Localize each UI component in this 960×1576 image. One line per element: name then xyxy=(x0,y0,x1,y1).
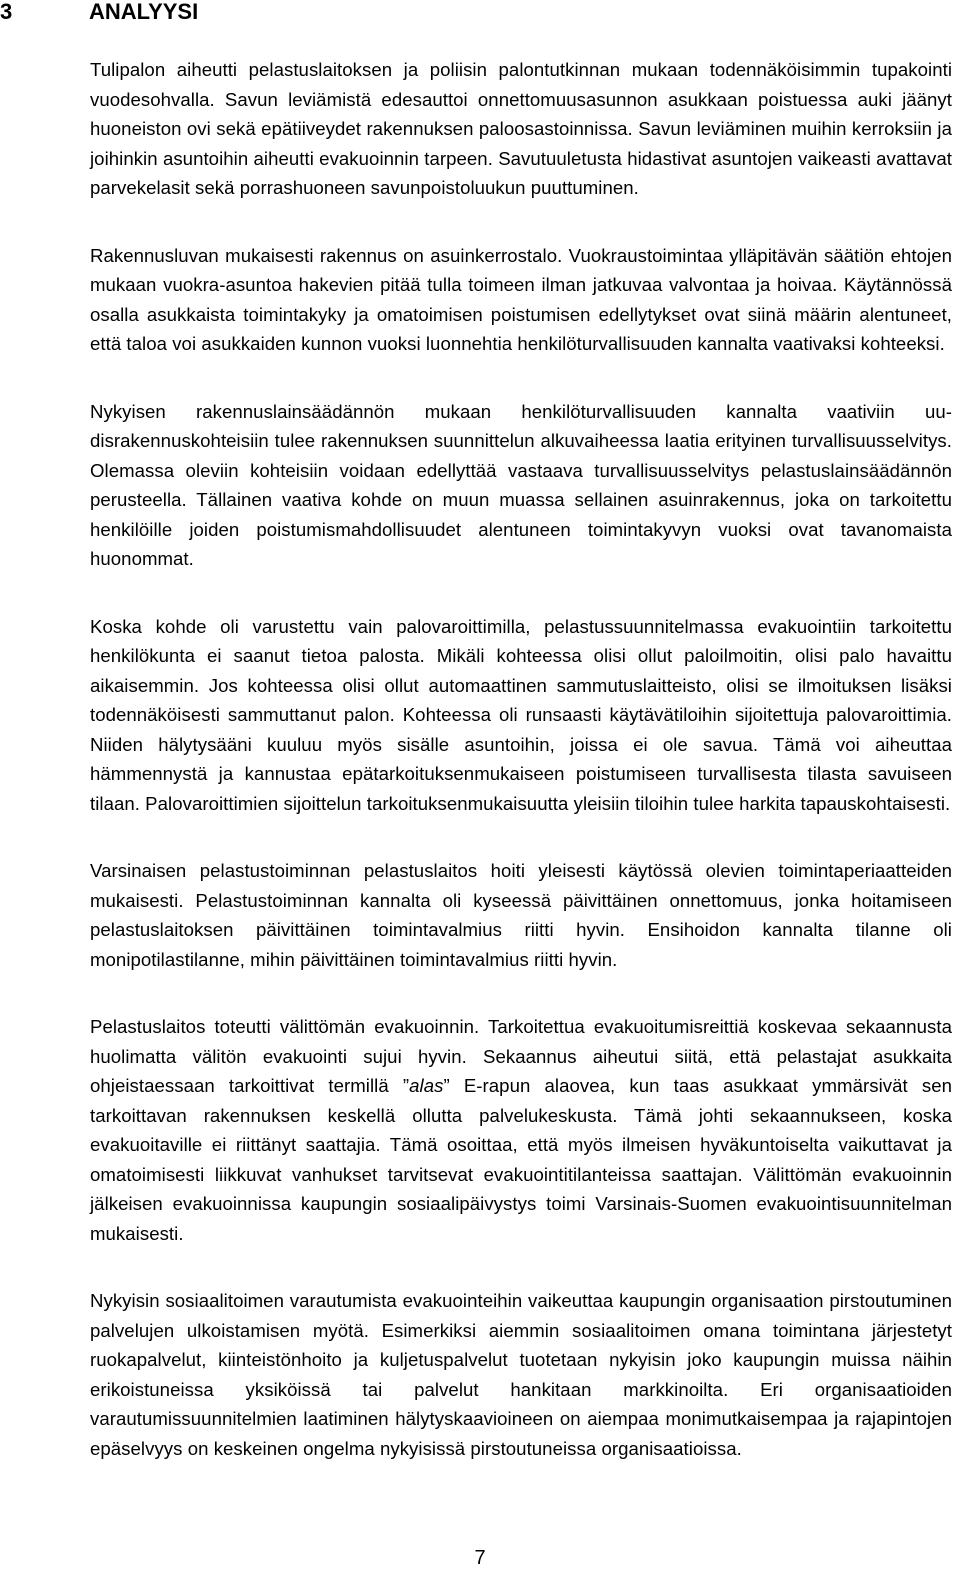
section-title: ANALYYSI xyxy=(89,0,199,24)
page-number: 7 xyxy=(474,1547,486,1569)
evacuation-text-before: Pelastuslaitos toteutti välittömän evakuoinnin. Tarkoitettua evakuoitumisreittiä koskevaa sekaannusta huolimatta välitön evakuointi sujui hyvin. Sekaannus aiheutui siitä, että pelastajat asukkaita ohjeistaessaan tarkoittivat termillä ” xyxy=(90,1016,952,1096)
body-text xyxy=(90,55,952,1501)
evacuation-text-after: ” E-rapun alaovea, kun taas asukkaat ymmärsivät sen tarkoittavan rakennuksen keskellä ollutta palvelukeskusta. Tämä johti sekaannukseen, koska evakuoitaville ei riittänyt saattajia. Tämä osoittaa, että myös ilmeisen hyväkuntoiselta vaikuttavat ja omatoimisesti liikkuvat vanhukset tarvitsevat evakuointitilanteissa saattajan. Välittömän evakuoinnin jälkeisen evakuoinnissa kaupungin sosiaalipäivystys toimi Varsinais-Suomen evakuointisuunnitelman mukaisesti. xyxy=(90,1075,952,1244)
section-number: 3 xyxy=(0,0,13,24)
emphasized-term: alas xyxy=(409,1075,444,1096)
section-heading xyxy=(0,0,198,27)
paragraph-building-permit: Rakennusluvan mukaisesti rakennus on asuinkerrostalo. Vuokraustoimintaa ylläpitävän säätiön ehtojen mukaan vuokra-asuntoa hakevien pitää tulla toimeen ilman jatkuvaa valvontaa ja hoivaa. Käytännössä osalla asukkaista toimintakyky ja omatoimisen poistumisen edellytykset ovat siinä määrin alentuneet, että taloa voi asukkaiden kunnon vuoksi luonnehtia henkilöturvallisuuden kannalta vaativaksi kohteeksi. xyxy=(90,244,952,354)
paragraph-alarms: Koska kohde oli varustettu vain palovaroittimilla, pelastussuunnitelmassa evakuointiin tarkoitettu henkilökunta ei saanut tietoa palosta. Mikäli kohteessa olisi ollut paloilmoitin, olisi palo havaittu aikaisemmin. Jos kohteessa olisi ollut automaattinen sammutuslaitteisto, olisi se ilmoituksen lisäksi todennäköisesti sammuttanut palon. Kohteessa oli runsaasti käytävätiloihin sijoitettuja palovaroittimia. Niiden hälytysääni kuuluu myös sisälle asuntoihin, joissa ei ole savua. Tämä voi aiheuttaa hämmennystä ja kannustaa epätarkoituksenmukaiseen poistumiseen turvallisesta tilasta savuiseen tilaan. Palovaroittimien sijoittelun tarkoituksenmukaisuutta yleisiin tiloihin tulee harkita tapauskohtaisesti. xyxy=(90,615,952,814)
paragraph-legislation: Nykyisen rakennuslainsäädännön mukaan henkilöturvallisuuden kannalta vaativiin uudisrakennuskohteisiin tulee rakennuksen suunnittelun alkuvaiheessa laatia erityinen turvallisuusselvitys. Olemassa oleviin kohteisiin voidaan edellyttää vastaava turvallisuusselvitys pelastuslainsäädännön perusteella. Tällainen vaativa kohde on muun muassa sellainen asuinrakennus, joka on tarkoitettu henkilöille joiden poistumismahdollisuudet alentuneen toimintakyvyn vuoksi ovat tavanomaista huonommat. xyxy=(90,400,952,569)
paragraph-evacuation xyxy=(90,1012,952,1248)
paragraph-rescue-operations: Varsinaisen pelastustoiminnan pelastuslaitos hoiti yleisesti käytössä olevien toimintaperiaatteiden mukaisesti. Pelastustoiminnan kannalta oli kyseessä päivittäinen onnettomuus, jonka hoitamiseen pelastuslaitoksen päivittäinen toimintavalmius riitti hyvin. Ensihoidon kannalta tilanne oli monipotilastilanne, mihin päivittäinen toimintavalmius riitti hyvin. xyxy=(90,860,952,970)
paragraph-social-services: Nykyisin sosiaalitoimen varautumista evakuointeihin vaikeuttaa kaupungin organisaation pirstoutuminen palvelujen ulkoistamisen myötä. Esimerkiksi aiemmin sosiaalitoimen omana toimintana järjestetyt ruokapalvelut, kiinteistönhoito ja kuljetuspalvelut tuotetaan nykyisin joko kaupungin muissa näihin erikoistuneissa yksiköissä tai palvelut hankitaan markkinoilta. Eri organisaatioiden varautumissuunnitelmien laatiminen hälytyskaavioineen on aiempaa monimutkaisempaa ja rajapintojen epäselvyys on keskeinen ongelma nykyisissä pirstoutuneissa organisaatioissa. xyxy=(90,1290,952,1459)
paragraph-cause: Tulipalon aiheutti pelastuslaitoksen ja poliisin palontutkinnan mukaan todennäköisimmin tupakointi vuodesohvalla. Savun leviämistä edesauttoi onnettomuusasunnon asukkaan poistuessa auki jäänyt huoneiston ovi sekä epätiiveydet rakennuksen paloosastoinnissa. Savun leviäminen muihin kerroksiin ja joihinkin asuntoihin aiheutti evakuoinnin tarpeen. Savutuuletusta hidastivat asuntojen vaikeasti avattavat parvekelasit sekä porrashuoneen savunpoistoluukun puuttuminen. xyxy=(90,59,952,198)
